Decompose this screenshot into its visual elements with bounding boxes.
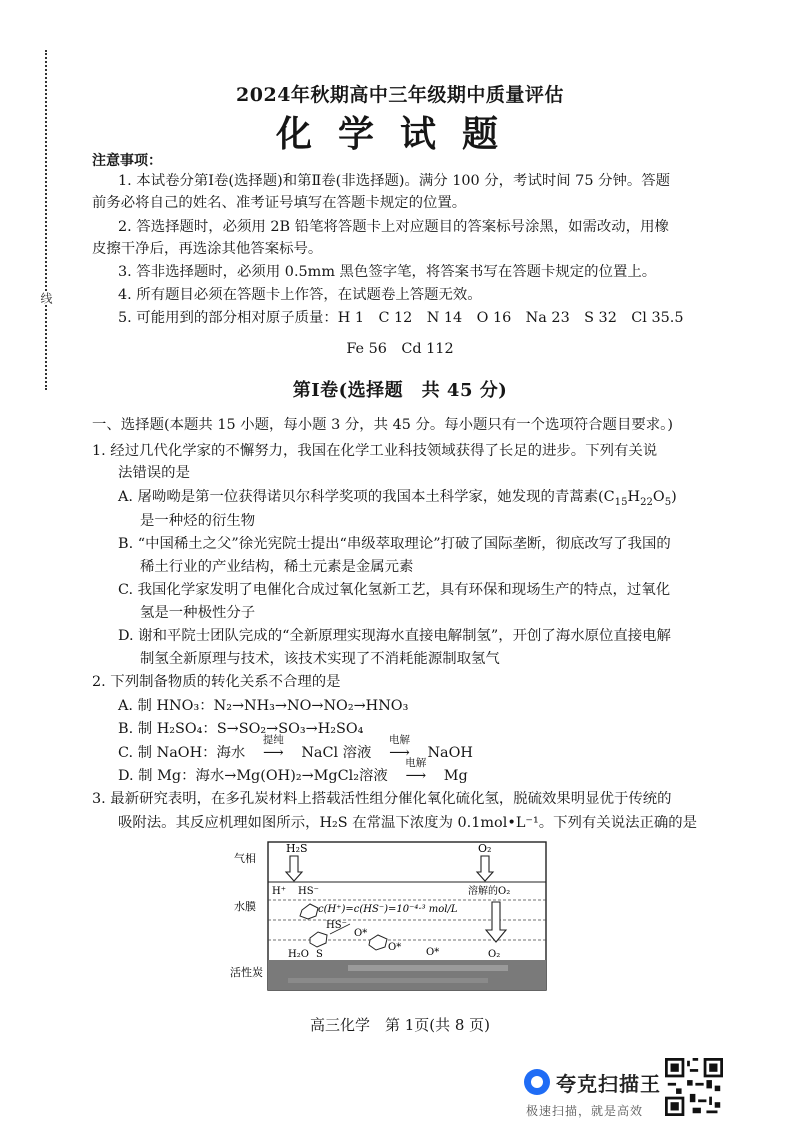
h-plus-label: H⁺ <box>272 886 286 897</box>
brand-slogan: 极速扫描，就是高效 <box>526 1104 644 1118</box>
q1-option-c-line-1: C. 我国化学家发明了电催化合成过氧化氢新工艺，具有环保和现场生产的特点，过氧化 <box>118 582 671 598</box>
o2-top-label: O₂ <box>478 842 492 855</box>
q1-option-d-line-2: 制氢全新原理与技术，该技术实现了不消耗能源制取氢气 <box>140 651 500 667</box>
arrow-electrolysis-d: 电解 ⟶ <box>405 757 427 784</box>
q3-stem-line-1: 3. 最新研究表明，在多孔炭材料上搭载活性组分催化氧化硫化氢，脱硫效果明显优于传统的 <box>92 791 672 807</box>
quark-logo-icon <box>524 1069 550 1095</box>
label-activated-carbon: 活性炭 <box>230 966 263 979</box>
h2s-top-label: H₂S <box>286 842 308 855</box>
q1-option-b-line-2: 稀土行业的产业结构，稀土元素是金属元素 <box>140 559 414 575</box>
q2-option-d: D. 制 Mg：海水→Mg(OH)₂→MgCl₂溶液 电解 ⟶ Mg <box>118 757 468 784</box>
note-2-line-2: 皮擦干净后，再选涂其他答案标号。 <box>92 241 323 257</box>
q2-option-b: B. 制 H₂SO₄：S→SO₂→SO₃→H₂SO₄ <box>118 721 364 737</box>
note-5-line-2: Fe 56 Cd 112 <box>346 341 454 357</box>
carbon-texture-2 <box>288 978 488 983</box>
o2-down-arrow-top <box>477 856 493 881</box>
note-2-line-1: 2. 答选择题时，必须用 2B 铅笔将答题卡上对应题目的答案标号涂黑，如需改动，用橡 <box>118 219 669 235</box>
section-title: 第Ⅰ卷(选择题 共 45 分) <box>292 380 508 401</box>
page-footer: 高三化学 第 1页(共 8 页) <box>309 1016 491 1034</box>
dissolved-o2-label: 溶解的O₂ <box>468 886 511 897</box>
h2o-label: H₂O <box>288 949 309 960</box>
carbon-texture-1 <box>348 965 508 971</box>
o2-bottom-label: O₂ <box>488 949 501 960</box>
q1-option-d-line-1: D. 谢和平院士团队完成的“全新原理实现海水直接电解制氢”，开创了海水原位直接电解 <box>118 628 671 644</box>
note-3: 3. 答非选择题时，必须用 0.5mm 黑色签字笔，将答案书写在答题卡规定的位置上。 <box>118 264 657 280</box>
catalyst-site-3 <box>369 935 387 950</box>
catalyst-site-1 <box>300 904 318 919</box>
exam-title: 2024年秋期高中三年级期中质量评估 <box>236 84 564 106</box>
q1-option-a-line-1: A. 屠呦呦是第一位获得诺贝尔科学奖项的我国本土科学家，她发现的青蒿素$(C_{15}H_{22}O_5)$ <box>118 489 677 508</box>
note-5-line-1: 5. 可能用到的部分相对原子质量：H 1 C 12 N 14 O 16 Na 23 S 32 Cl 35.5 <box>118 310 684 326</box>
arrow-purify: 提纯 ⟶ <box>262 734 284 761</box>
hs-minus-label: HS⁻ <box>298 886 319 897</box>
note-4: 4. 所有题目必须在答题卡上作答，在试题卷上答题无效。 <box>118 287 482 303</box>
o-star-2-label: O* <box>388 942 402 953</box>
carbon-layer <box>268 960 546 990</box>
note-1-line-2: 前务必将自己的姓名、准考证号填写在答题卡规定的位置。 <box>92 195 467 211</box>
note-1-line-1: 1. 本试卷分第Ⅰ卷(选择题)和第Ⅱ卷(非选择题)。满分 100 分，考试时间 75 分钟。答题 <box>118 173 671 189</box>
q1-option-c-line-2: 氢是一种极性分子 <box>140 605 256 621</box>
catalyst-site-2 <box>310 932 327 947</box>
q2-option-c: C. 制 NaOH：海水 提纯 ⟶ NaCl 溶液 电解 ⟶ NaOH <box>118 734 473 761</box>
brand-name: 夸克扫描王 <box>556 1072 661 1096</box>
q1-option-b-line-1: B. “中国稀土之父”徐光宪院士提出“串级萃取理论”打破了国际垄断，彻底改写了我国的 <box>118 536 671 552</box>
qr-code-icon <box>665 1058 723 1116</box>
sulfur-label: S <box>316 949 323 960</box>
o-star-3-label: O* <box>426 947 440 958</box>
q1-stem-line-1: 1. 经过几代化学家的不懈努力，我国在化学工业科技领域获得了长足的进步。下列有关说 <box>92 443 658 459</box>
q1-option-a-line-2: 是一种烃的衍生物 <box>140 513 256 529</box>
q3-stem-line-2: 吸附法。其反应机理如图所示，H₂S 在常温下浓度为 0.1mol•L⁻¹。下列有关说法正确的是 <box>118 815 698 831</box>
margin-binding-char: 线 <box>39 292 53 304</box>
label-gas-phase: 气相 <box>234 852 256 865</box>
h2s-down-arrow <box>286 856 302 881</box>
subject-title: 化学试题 <box>275 113 524 155</box>
o-star-1-label: O* <box>354 928 368 939</box>
scanner-watermark <box>524 1066 664 1122</box>
hs-minus-2-label: HS⁻ <box>326 920 347 931</box>
reaction-mechanism-diagram <box>228 840 548 1000</box>
notes-heading: 注意事项： <box>92 153 162 169</box>
o2-down-arrow-film <box>486 902 506 942</box>
q1-stem-line-2: 法错误的是 <box>118 465 190 481</box>
arrow-electrolysis-c: 电解 ⟶ <box>388 734 410 761</box>
label-water-film: 水膜 <box>234 900 256 913</box>
q2-stem: 2. 下列制备物质的转化关系不合理的是 <box>92 674 341 690</box>
concentration-equation: c(H⁺)=c(HS⁻)=10⁻⁴·³ mol/L <box>318 904 458 915</box>
q2-option-a: A. 制 HNO₃：N₂→NH₃→NO→NO₂→HNO₃ <box>118 698 409 714</box>
section-instructions: 一、选择题(本题共 15 小题，每小题 3 分，共 45 分。每小题只有一个选项符合题目要求。) <box>92 417 673 433</box>
